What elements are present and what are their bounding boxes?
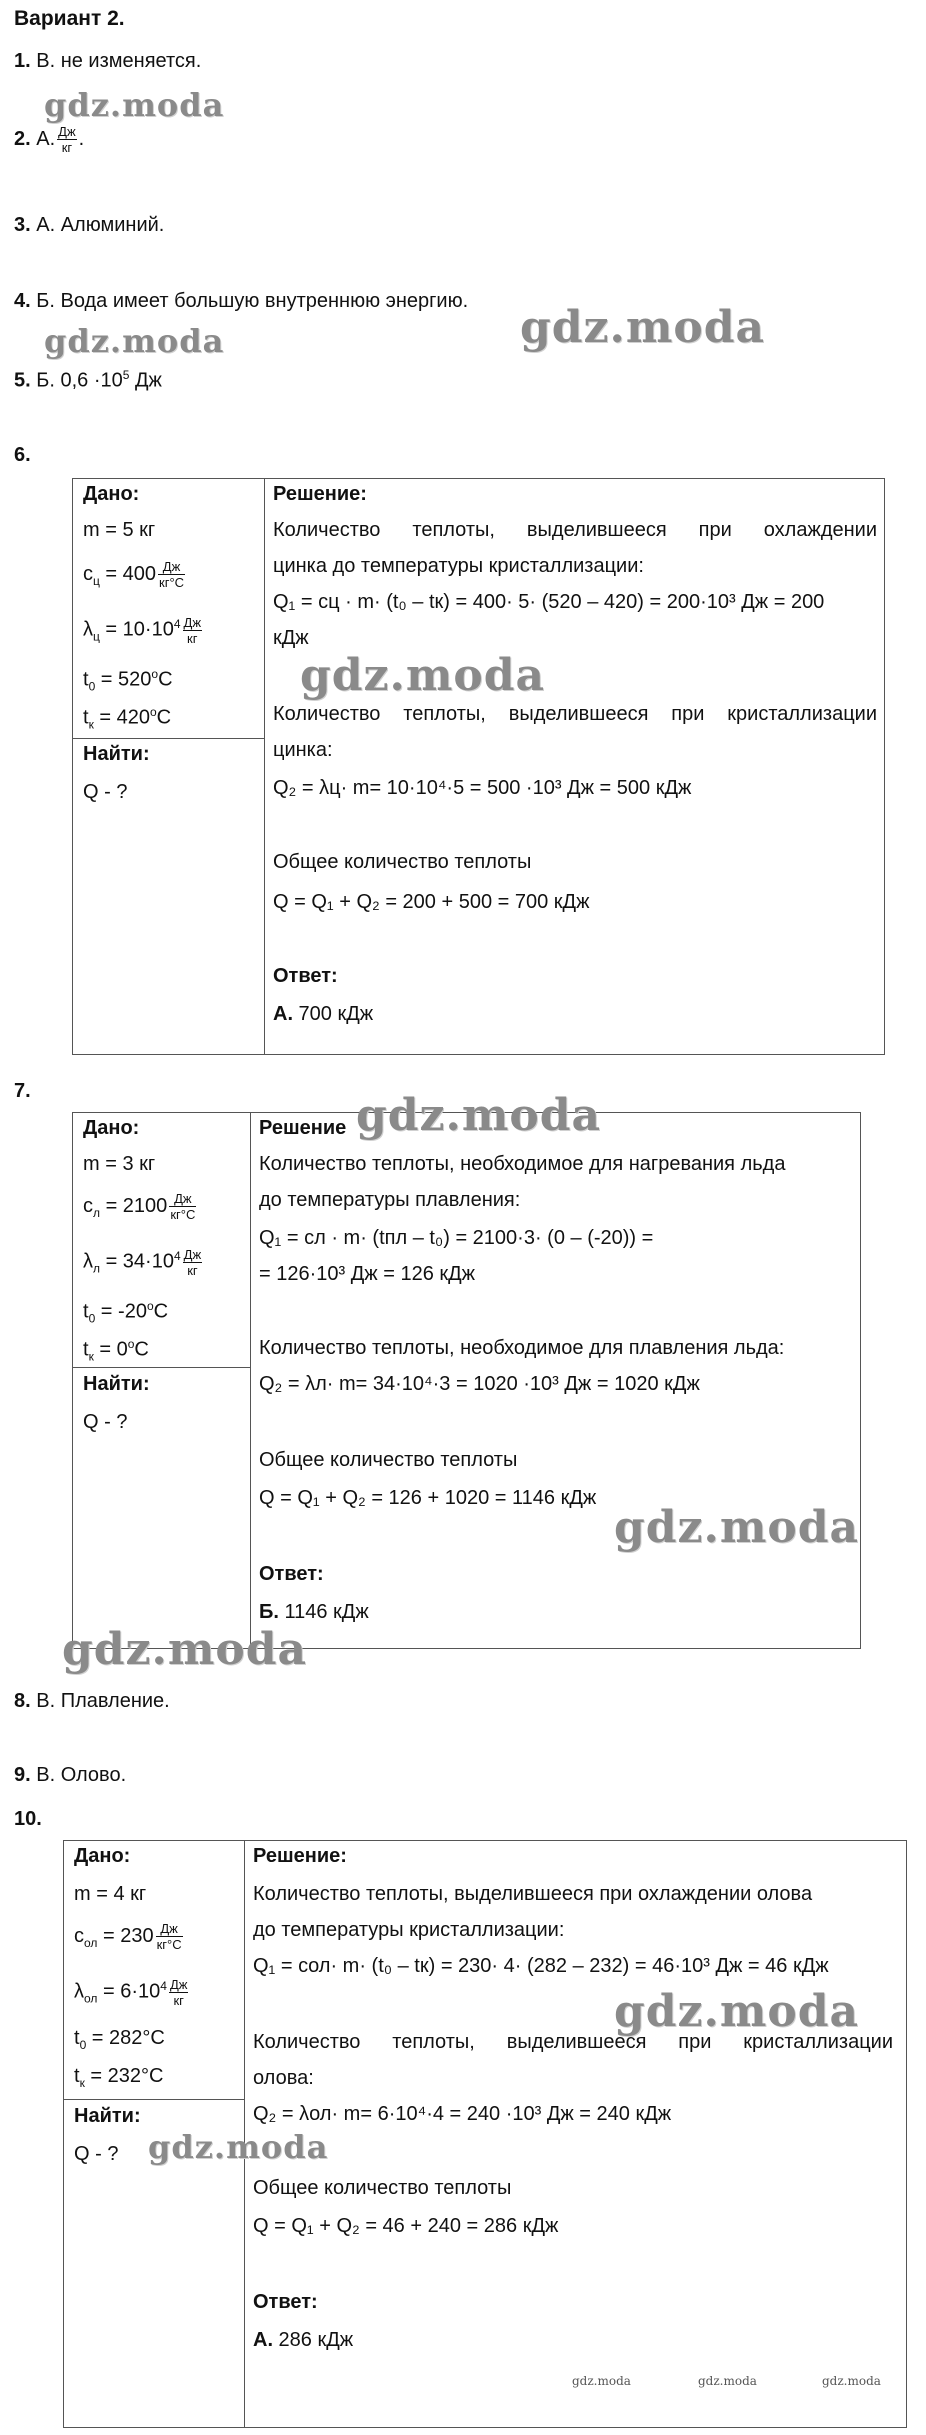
solution-text: Количество теплоты, выделившееся при кристаллизации xyxy=(273,703,877,725)
answer-4 xyxy=(14,288,468,314)
watermark: gdz.moda xyxy=(520,302,766,353)
solution-label: Решение: xyxy=(273,483,367,505)
given-latent-heat: $\lambda_{ол} = 6\cdot 10^4$ $\frac{Дж}{кг}$ xyxy=(74,1976,188,2008)
given-specific-heat: $c_л = 2100$ $\frac{Дж}{кг^\circ C}$ xyxy=(83,1191,196,1222)
solution-text: Количество теплоты, необходимое для плавления льда: xyxy=(259,1337,785,1359)
given-specific-heat: $c_ц = 400$ $\frac{Дж}{кг^\circ C}$ xyxy=(83,559,185,590)
given-mass: m = 5 кг xyxy=(83,519,156,541)
watermark: gdz.moda xyxy=(698,2374,757,2388)
watermark: gdz.moda xyxy=(572,2374,631,2388)
page-title: Вариант 2. xyxy=(14,7,125,30)
final-answer: Б. 1146 кДж xyxy=(259,1601,369,1623)
given-initial-temp: $t_0 = 282^\circ C$ xyxy=(74,2027,165,2052)
answer-text: В. Плавление. xyxy=(36,1690,170,1712)
find-label: Найти: xyxy=(74,2105,141,2127)
formula-q-total: Q = Q₁ + Q₂ = 46 + 240 = 286 кДж xyxy=(253,2215,559,2237)
watermark: gdz.moda xyxy=(44,86,225,124)
problem-6-table xyxy=(72,478,885,1055)
given-latent-heat: $\lambda_ц = 10\cdot 10^4$ $\frac{Дж}{кг}$ xyxy=(83,614,202,646)
formula-q2: Q₂ = λл· m= 34·10⁴·3 = 1020 ·10³ Дж = 1020 кДж xyxy=(259,1373,700,1395)
final-answer: А. 700 кДж xyxy=(273,1003,374,1025)
given-initial-temp: $t_0 = -20^oC$ xyxy=(83,1299,169,1326)
answer-text: А. xyxy=(36,127,56,150)
solution-label: Решение xyxy=(259,1117,347,1139)
given-column xyxy=(73,1113,250,1648)
given-final-temp: $t_к = 420^oC$ xyxy=(83,705,172,732)
problem-7-number: 7. xyxy=(14,1080,31,1102)
unit-fraction: $\frac{Дж}{кг}$ xyxy=(58,124,76,155)
watermark: gdz.moda xyxy=(356,1090,602,1141)
watermark: gdz.moda xyxy=(822,2374,881,2388)
solution-text: Общее количество теплоты xyxy=(273,851,532,873)
watermark: gdz.moda xyxy=(44,322,225,360)
answer-label: Ответ: xyxy=(259,1563,324,1585)
solution-text: олова: xyxy=(253,2067,314,2089)
formula-q1: Q₁ = cол· m· (t₀ – tк) = 230· 4· (282 – 232) = 46·10³ Дж = 46 кДж xyxy=(253,1955,829,1977)
given-label: Дано: xyxy=(83,1117,140,1139)
given-column xyxy=(73,479,264,1054)
formula-q1: Q₁ = cл · m· (tпл – t₀) = 2100·3· (0 – (-20)) = xyxy=(259,1227,654,1249)
solution-text: Общее количество теплоты xyxy=(253,2177,512,2199)
answer-label: Ответ: xyxy=(273,965,338,987)
answer-number: 2. xyxy=(14,127,31,150)
answer-number: 5. xyxy=(14,369,31,392)
answer-number: 4. xyxy=(14,290,31,312)
solution-column xyxy=(265,479,884,1054)
given-initial-temp: $t_0 = 520^oC$ xyxy=(83,667,173,694)
formula-q2: Q₂ = λол· m= 6·10⁴·4 = 240 ·10³ Дж = 240 кДж xyxy=(253,2103,672,2125)
find-label: Найти: xyxy=(83,743,150,765)
problem-7-table xyxy=(72,1112,861,1649)
problem-10-number: 10. xyxy=(14,1808,42,1830)
answer-number: 1. xyxy=(14,50,31,72)
solution-text: Количество теплоты, необходимое для нагревания льда xyxy=(259,1153,786,1175)
answer-text: А. Алюминий. xyxy=(36,214,165,236)
find-value: Q - ? xyxy=(83,1411,128,1433)
formula-q-total: Q = Q₁ + Q₂ = 126 + 1020 = 1146 кДж xyxy=(259,1487,597,1509)
given-specific-heat: $c_{ол} = 230$ $\frac{Дж}{кг^\circ C}$ xyxy=(74,1921,182,1952)
watermark: gdz.moda xyxy=(148,2128,329,2166)
solution-column xyxy=(251,1113,860,1648)
given-mass: m = 3 кг xyxy=(83,1153,156,1175)
answer-5: 5. Б. $0,6 \cdot 10^5$ Дж xyxy=(14,368,162,392)
find-value: Q - ? xyxy=(74,2143,119,2165)
solution-text: Количество теплоты, выделившееся при охлаждении олова xyxy=(253,1883,813,1905)
formula-q1-result: = 126·10³ Дж = 126 кДж xyxy=(259,1263,476,1285)
watermark: gdz.moda xyxy=(614,1986,860,2037)
final-answer: А. 286 кДж xyxy=(253,2329,354,2351)
answer-text: Б. Вода имеет большую внутреннюю энергию. xyxy=(36,290,469,312)
given-final-temp: $t_к = 0^oC$ xyxy=(83,1337,149,1364)
watermark: gdz.moda xyxy=(300,650,546,701)
answer-text: В. не изменяется. xyxy=(36,50,202,72)
solution-text: Общее количество теплоты xyxy=(259,1449,518,1471)
answer-2: 2. А. $\frac{Дж}{кг}$ . xyxy=(14,124,85,155)
given-label: Дано: xyxy=(74,1845,131,1867)
formula-q1-unit: кДж xyxy=(273,627,309,649)
answer-9 xyxy=(14,1762,126,1788)
given-latent-heat: $\lambda_л = 34\cdot 10^4$ $\frac{Дж}{кг}$ xyxy=(83,1246,202,1278)
problem-6-number: 6. xyxy=(14,444,31,466)
answer-1 xyxy=(14,48,201,74)
solution-text: цинка: xyxy=(273,739,333,761)
solution-text: Количество теплоты, выделившееся при кристаллизации xyxy=(253,2031,893,2053)
watermark: gdz.moda xyxy=(614,1502,860,1553)
find-value: Q - ? xyxy=(83,781,128,803)
solution-text: Количество теплоты, выделившееся при охлаждении xyxy=(273,519,877,541)
given-label: Дано: xyxy=(83,483,140,505)
answer-text: В. Олово. xyxy=(36,1764,127,1786)
solution-text: до температуры плавления: xyxy=(259,1189,521,1211)
given-mass: m = 4 кг xyxy=(74,1883,147,1905)
find-label: Найти: xyxy=(83,1373,150,1395)
answer-number: 3. xyxy=(14,214,31,236)
solution-text: до температуры кристаллизации: xyxy=(253,1919,565,1941)
given-final-temp: $t_к = 232^\circ C$ xyxy=(74,2065,164,2090)
solution-label: Решение: xyxy=(253,1845,347,1867)
answer-8 xyxy=(14,1688,170,1714)
solution-column xyxy=(245,1841,906,2427)
answer-number: 8. xyxy=(14,1690,31,1712)
formula-q-total: Q = Q₁ + Q₂ = 200 + 500 = 700 кДж xyxy=(273,891,590,913)
watermark: gdz.moda xyxy=(62,1624,308,1675)
answer-label: Ответ: xyxy=(253,2291,318,2313)
solution-text: цинка до температуры кристаллизации: xyxy=(273,555,644,577)
answer-text: Б. 0,6 ·10 xyxy=(36,369,123,392)
answer-number: 9. xyxy=(14,1764,31,1786)
formula-q1: Q₁ = cц · m· (t₀ – tк) = 400· 5· (520 – 420) = 200·10³ Дж = 200 xyxy=(273,591,825,613)
answer-3 xyxy=(14,212,164,238)
formula-q2: Q₂ = λц· m= 10·10⁴·5 = 500 ·10³ Дж = 500 кДж xyxy=(273,777,692,799)
